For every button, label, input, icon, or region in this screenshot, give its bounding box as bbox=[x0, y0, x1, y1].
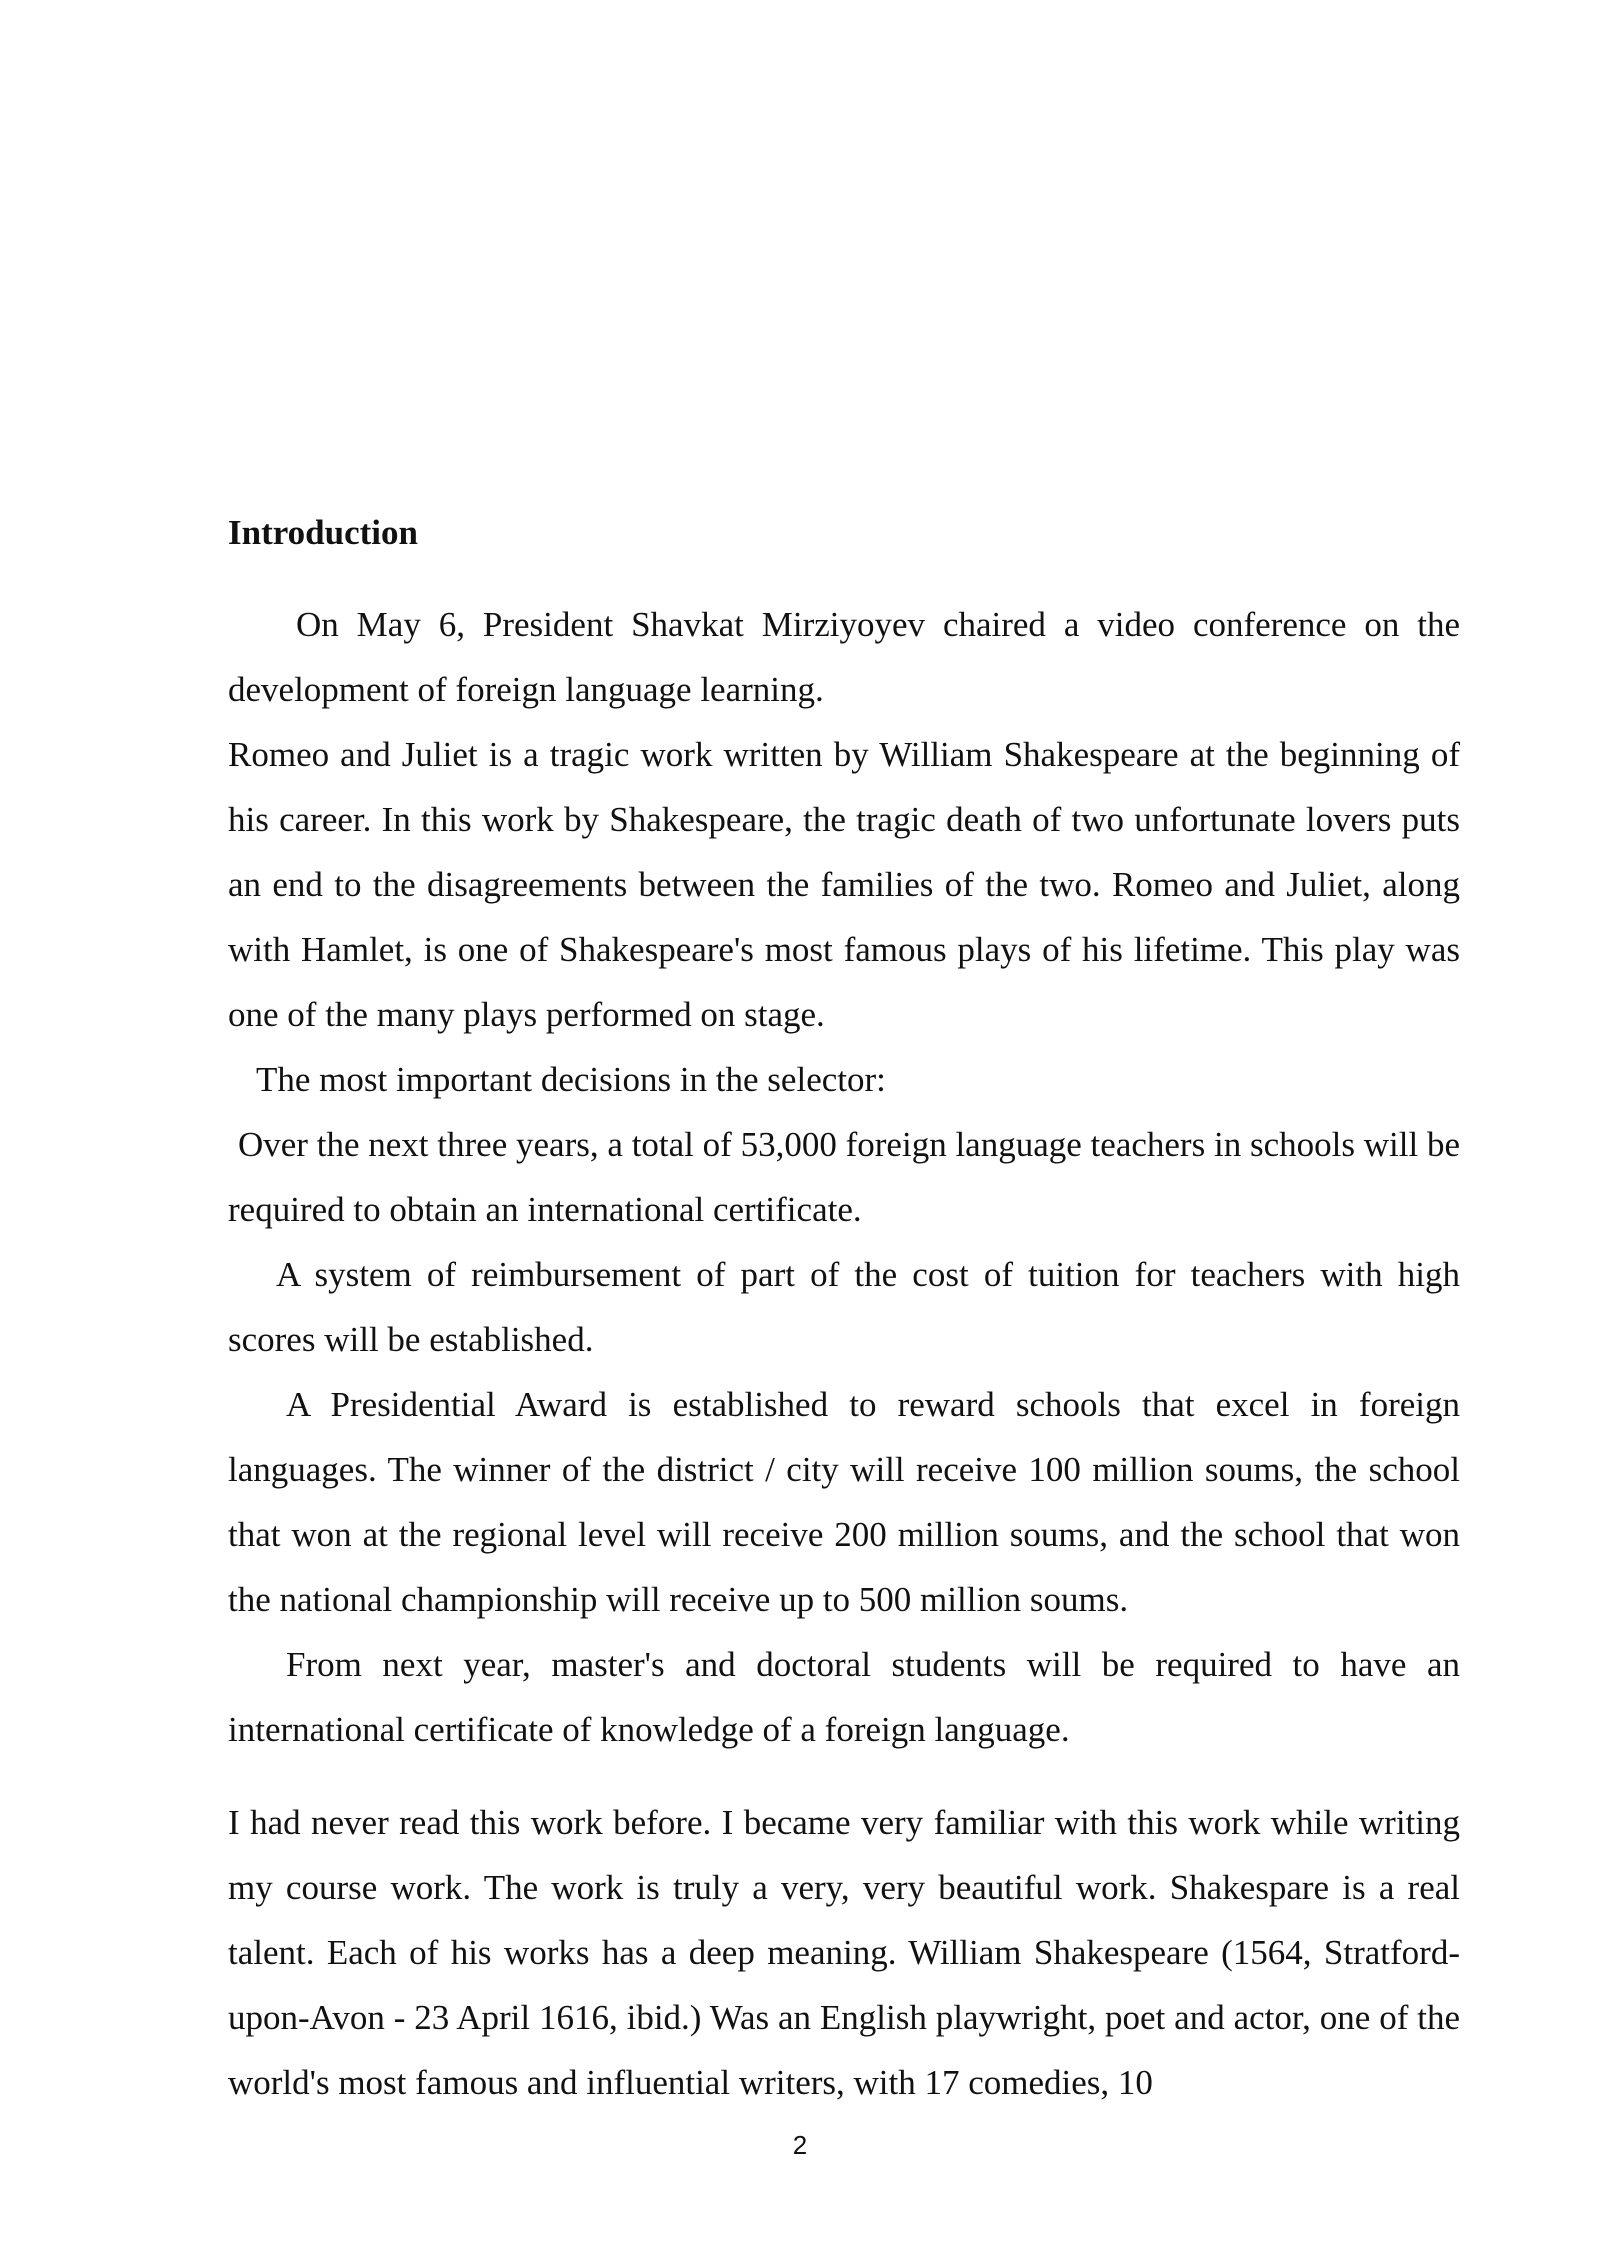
paragraph-masters-doctoral: From next year, master's and doctoral students will be required to have an international certificate of knowledge of a foreign language. bbox=[228, 1645, 1460, 1749]
paragraph-reimbursement: A system of reimbursement of part of the cost of tuition for teachers with high scores will be established. bbox=[228, 1255, 1460, 1359]
section-heading: Introduction bbox=[228, 513, 418, 552]
paragraph-romeo-juliet: Romeo and Juliet is a tragic work written by William Shakespeare at the beginning of his career. In this work by Shakespeare, the tragic death of two unfortunate lovers puts an end to the disagreements between the families of the two. Romeo and Juliet, along with Hamlet, is one of Shakespeare's most famous plays of his lifetime. This play was one of the many plays performed on stage. bbox=[228, 735, 1460, 1034]
paragraph-personal-reflection: I had never read this work before. I became very familiar with this work while writing my course work. The work is truly a very, very beautiful work. Shakespare is a real talent. Each of his works has a deep meaning. William Shakespeare (1564, Stratford-upon-Avon - 23 April 1616, ibid.) Was an English playwright, poet and actor, one of the world's most famous and influential writers, with 17 comedies, 10 bbox=[228, 1803, 1460, 2102]
paragraph-decisions-intro: The most important decisions in the selector: bbox=[256, 1060, 886, 1099]
page-body bbox=[228, 504, 1460, 2115]
page-number: 2 bbox=[792, 2130, 808, 2160]
paragraph-conference: On May 6, President Shavkat Mirziyoyev chaired a video conference on the development of foreign language learning. bbox=[228, 605, 1460, 709]
paragraph-presidential-award: A Presidential Award is established to reward schools that excel in foreign languages. The winner of the district / city will receive 100 million soums, the school that won at the regional level will receive 200 million soums, and the school that won the national championship will receive up to 500 million soums. bbox=[228, 1385, 1460, 1619]
paragraph-teachers-certificate: Over the next three years, a total of 53,000 foreign language teachers in schools will be required to obtain an international certificate. bbox=[228, 1125, 1460, 1229]
